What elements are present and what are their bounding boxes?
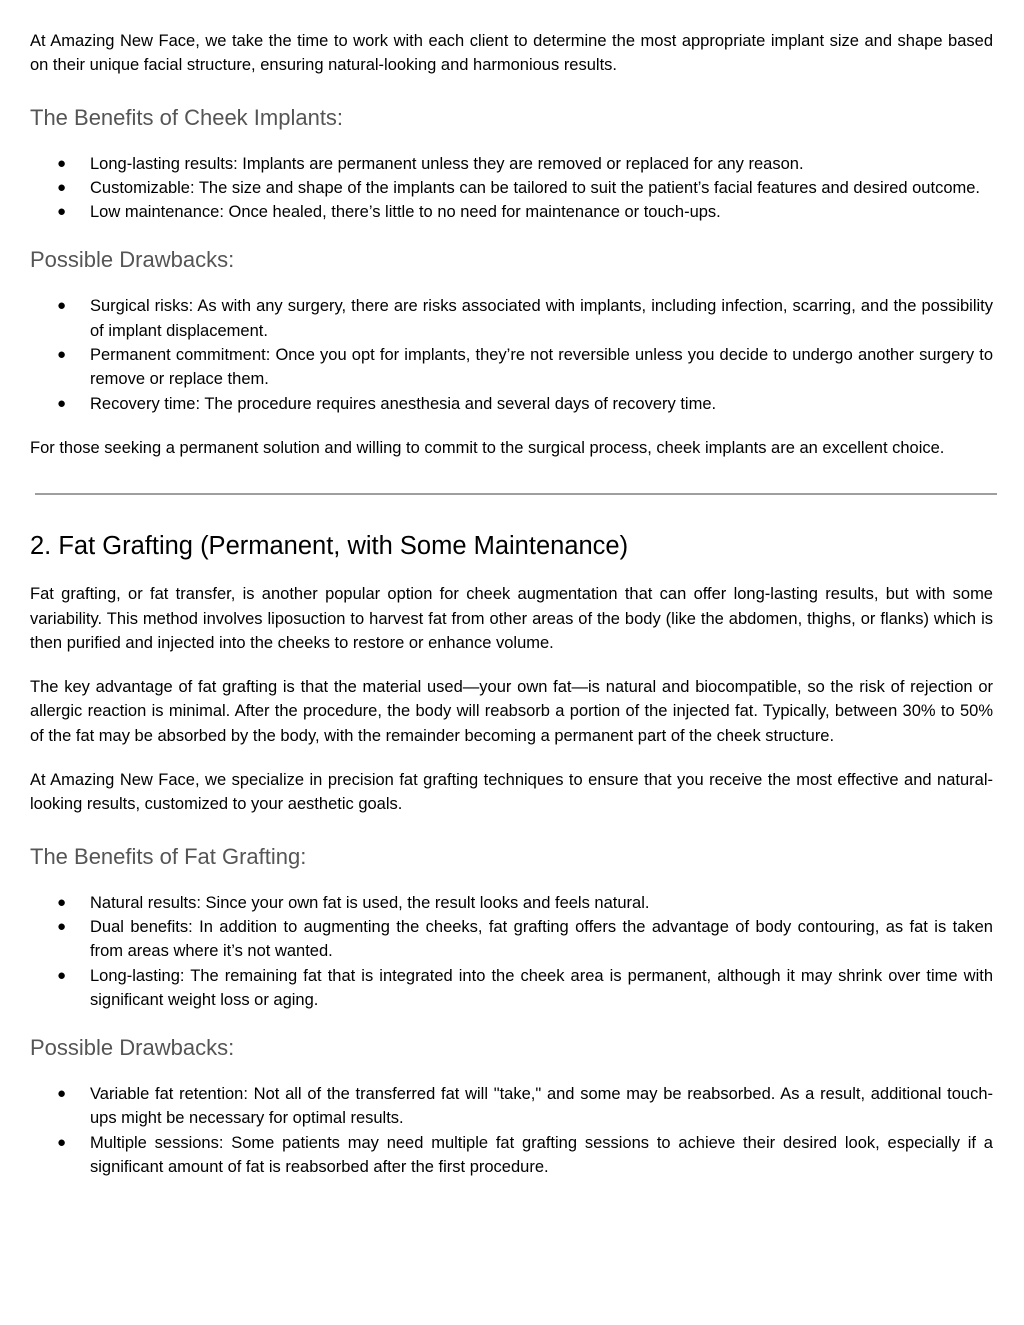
bullet-icon: ● bbox=[57, 966, 67, 984]
list-item: ● Variable fat retention: Not all of the transferred fat will "take," and some may be reabsorbed. As a result, additional touch-ups might be necessary for optimal results. bbox=[30, 1082, 993, 1131]
bullet-icon: ● bbox=[57, 394, 67, 412]
list-item: ● Dual benefits: In addition to augmenting the cheeks, fat grafting offers the advantage of body contouring, as fat is taken from areas where it’s not wanted. bbox=[30, 915, 993, 964]
document-page bbox=[30, 29, 993, 1179]
list-item: ● Long-lasting: The remaining fat that is integrated into the cheek area is permanent, although it may shrink over time with significant weight loss or aging. bbox=[30, 964, 993, 1013]
list-item: ● Natural results: Since your own fat is used, the result looks and feels natural. bbox=[30, 891, 993, 915]
list-item: ● Long-lasting results: Implants are permanent unless they are removed or replaced for any reason. bbox=[30, 152, 993, 176]
fat-grafting-paragraph-3: At Amazing New Face, we specialize in precision fat grafting techniques to ensure that you receive the most effective and natural-looking results, customized to your aesthetic goals. bbox=[30, 771, 993, 814]
intro-paragraph: At Amazing New Face, we take the time to work with each client to determine the most appropriate implant size and shape based on their unique facial structure, ensuring natural-looking and harmonious results. bbox=[30, 32, 993, 75]
implants-drawbacks-heading: Possible Drawbacks: bbox=[30, 247, 235, 273]
implants-benefits-list bbox=[30, 152, 993, 225]
fat-grafting-benefits-heading: The Benefits of Fat Grafting: bbox=[30, 843, 307, 869]
fat-grafting-drawbacks-heading: Possible Drawbacks: bbox=[30, 1035, 235, 1061]
fat-grafting-drawbacks-list bbox=[30, 1082, 993, 1179]
implants-drawbacks-list bbox=[30, 294, 993, 415]
list-item: ● Customizable: The size and shape of the implants can be tailored to suit the patient’s facial features and desired outcome. bbox=[30, 176, 993, 200]
bullet-icon: ● bbox=[57, 154, 67, 172]
list-item: ● Surgical risks: As with any surgery, there are risks associated with implants, including infection, scarring, and the possibility of implant displacement. bbox=[30, 294, 993, 343]
bullet-icon: ● bbox=[57, 297, 67, 315]
fat-grafting-paragraph-2: The key advantage of fat grafting is that the material used—your own fat—is natural and biocompatible, so the risk of rejection or allergic reaction is minimal. After the procedure, the body will reabsorb a portion of the injected fat. Typically, between 30% to 50% of the fat may be absorbed by the body, with the remainder becoming a permanent part of the cheek structure. bbox=[30, 678, 993, 745]
list-item: ● Recovery time: The procedure requires anesthesia and several days of recovery time. bbox=[30, 392, 993, 416]
bullet-icon: ● bbox=[57, 346, 67, 364]
section-divider bbox=[35, 493, 997, 495]
fat-grafting-heading: 2. Fat Grafting (Permanent, with Some Maintenance) bbox=[30, 532, 629, 561]
bullet-icon: ● bbox=[57, 1133, 67, 1151]
implants-benefits-heading: The Benefits of Cheek Implants: bbox=[30, 104, 344, 130]
bullet-icon: ● bbox=[57, 893, 67, 911]
fat-grafting-paragraph-1: Fat grafting, or fat transfer, is another popular option for cheek augmentation that can offer long-lasting results, but with some variability. This method involves liposuction to harvest fat from other areas of the body (like the abdomen, thighs, or flanks) which is then purified and injected into the cheeks to restore or enhance volume. bbox=[30, 585, 993, 652]
bullet-icon: ● bbox=[57, 178, 67, 196]
implants-conclusion-paragraph: For those seeking a permanent solution and willing to commit to the surgical process, cheek implants are an excellent choice. bbox=[30, 438, 945, 457]
bullet-icon: ● bbox=[57, 1085, 67, 1103]
list-item: ● Low maintenance: Once healed, there’s little to no need for maintenance or touch-ups. bbox=[30, 200, 993, 224]
list-item: ● Multiple sessions: Some patients may need multiple fat grafting sessions to achieve their desired look, especially if a significant amount of fat is reabsorbed after the first procedure. bbox=[30, 1131, 993, 1180]
fat-grafting-benefits-list bbox=[30, 891, 993, 1012]
bullet-icon: ● bbox=[57, 917, 67, 935]
bullet-icon: ● bbox=[57, 203, 67, 221]
list-item: ● Permanent commitment: Once you opt for implants, they’re not reversible unless you decide to undergo another surgery to remove or replace them. bbox=[30, 343, 993, 392]
